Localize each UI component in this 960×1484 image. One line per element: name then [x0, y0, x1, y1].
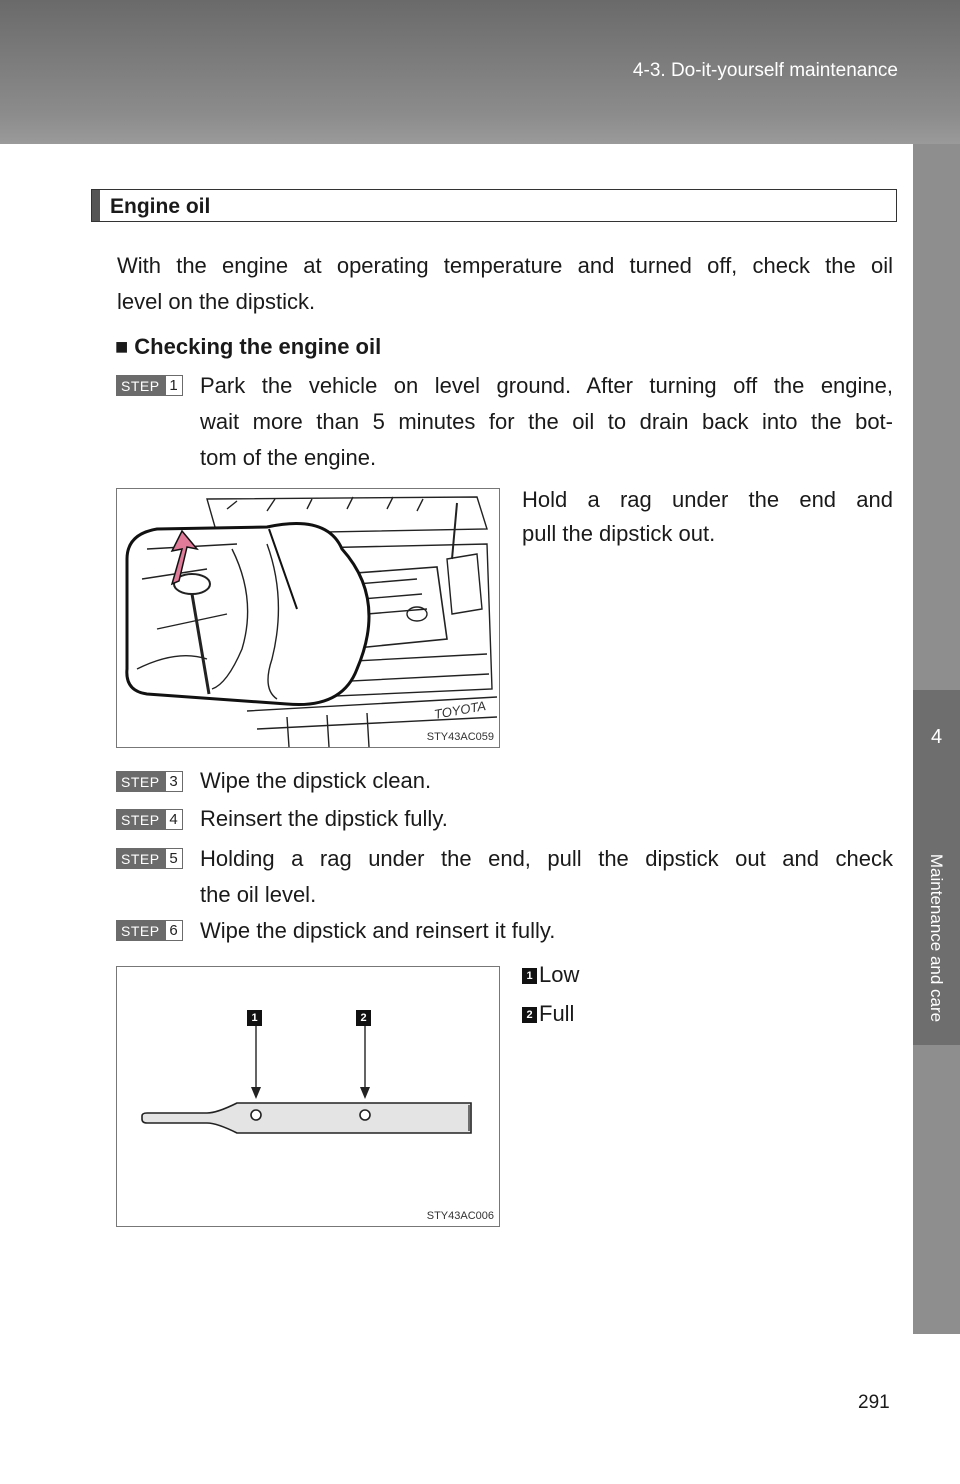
section-heading-bar — [92, 190, 100, 221]
full-mark — [360, 1110, 370, 1120]
figure-marker-2 — [356, 1009, 373, 1027]
subheading — [115, 334, 381, 360]
header-section-title: 4-3. Do-it-yourself maintenance — [632, 60, 898, 81]
step-5-label — [116, 848, 183, 869]
step-number: 4 — [165, 809, 183, 830]
marker-2-icon: 2 — [356, 1010, 371, 1026]
step-2-line-1: Hold a rag under the end and — [522, 487, 893, 512]
marker-1-icon: 1 — [522, 968, 537, 984]
step-number: 5 — [165, 848, 183, 869]
section-title: Engine oil — [110, 195, 211, 218]
chapter-number: 4 — [930, 726, 943, 748]
subheading-text: Checking the engine oil — [134, 334, 382, 359]
step-4-label — [116, 809, 183, 830]
dipstick-blade — [142, 1103, 471, 1133]
step-number: 3 — [165, 771, 183, 792]
step-5-line-1: Holding a rag under the end, pull the dipstick out and check — [200, 846, 893, 871]
step-word: STEP — [116, 920, 165, 941]
step-5-line-2: the oil level. — [200, 882, 317, 907]
legend-full — [522, 1001, 574, 1027]
dipstick-figure — [116, 966, 500, 1227]
intro-line-2: level on the dipstick. — [117, 289, 316, 314]
step-3-line-1: Wipe the dipstick clean. — [200, 768, 432, 793]
low-mark — [251, 1110, 261, 1120]
step-word: STEP — [116, 771, 165, 792]
section-heading-box — [91, 189, 897, 222]
step-6-label — [116, 920, 183, 941]
marker-1-icon: 1 — [247, 1010, 262, 1026]
figure-marker-1 — [247, 1009, 264, 1027]
marker-2-icon: 2 — [522, 1007, 537, 1023]
subheading-bullet: ■ — [115, 334, 129, 359]
step-word: STEP — [116, 375, 165, 396]
toyota-badge-text: TOYOTA — [432, 698, 487, 722]
step-1-line-3: tom of the engine. — [200, 445, 377, 470]
step-number: 1 — [165, 375, 183, 396]
step-6-line-1: Wipe the dipstick and reinsert it fully. — [200, 918, 556, 943]
legend-low-label: Low — [539, 962, 580, 987]
step-1-label — [116, 375, 183, 396]
step-1-line-1: Park the vehicle on level ground. After turning off the engine, — [200, 373, 893, 398]
step-word: STEP — [116, 809, 165, 830]
dipstick-figure-code: STY43AC006 — [426, 1210, 494, 1222]
chapter-title: Maintenance and care — [927, 853, 946, 1023]
step-4-line-1: Reinsert the dipstick fully. — [200, 806, 448, 831]
step-2-line-2: pull the dipstick out. — [522, 521, 716, 546]
step-number: 6 — [165, 920, 183, 941]
engine-figure — [116, 488, 500, 748]
step-1-line-2: wait more than 5 minutes for the oil to drain back into the bot- — [200, 409, 893, 434]
intro-line-1: With the engine at operating temperature and turned off, check the oil — [117, 253, 893, 278]
dipstick-illustration — [117, 967, 499, 1226]
engine-illustration — [117, 489, 499, 747]
legend-full-label: Full — [539, 1001, 575, 1026]
legend-low — [522, 962, 579, 988]
step-3-label — [116, 771, 183, 792]
engine-figure-code: STY43AC059 — [426, 731, 494, 743]
step-word: STEP — [116, 848, 165, 869]
page-number: 291 — [858, 1392, 890, 1413]
